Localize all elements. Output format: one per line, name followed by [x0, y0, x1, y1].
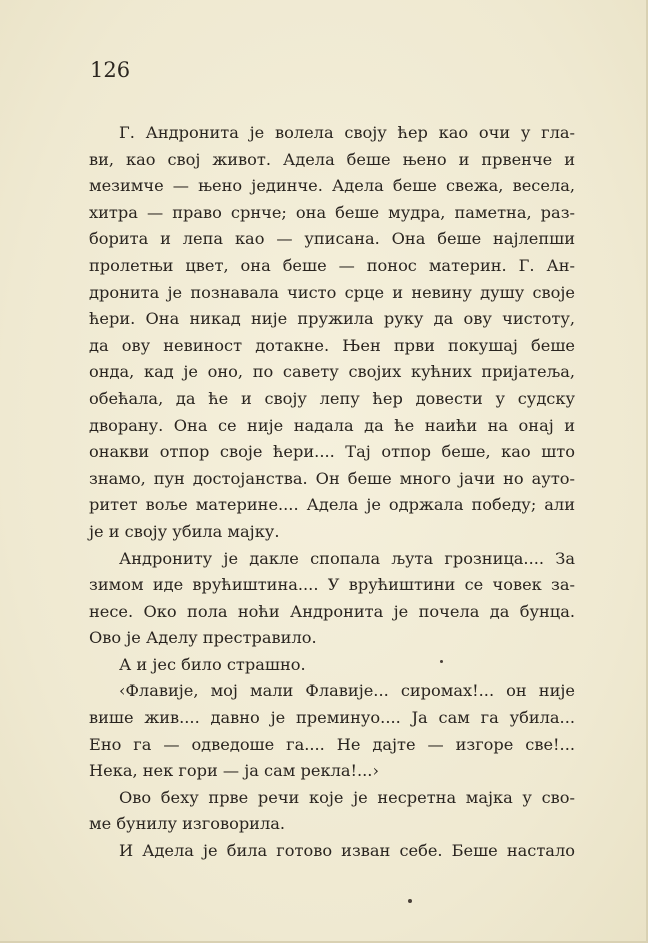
scan-border-right	[648, 0, 654, 943]
text-line: зимом иде врућиштина.... У врућиштини се човек за-	[89, 575, 575, 595]
text-line: дворану. Она се није надала да ће наићи на онај и	[89, 415, 575, 435]
text-line: Нека, нек гори — ја сам рекла!...›	[89, 761, 379, 781]
text-line: пролетњи цвет, она беше — понос материн. Г. Ан-	[89, 255, 575, 275]
text-line: И Адела је била готово изван себе. Беше настало	[119, 841, 575, 861]
ink-speck	[440, 660, 443, 663]
text-line: Ено га — одведоше га.... Не дајте — изгоре све!...	[89, 734, 575, 754]
text-line: Андрониту је дакле спопала љута грозница.... За	[119, 548, 575, 568]
text-line: А и јес било страшно.	[119, 654, 306, 674]
text-line: Ово је Аделу престравило.	[89, 628, 317, 648]
text-line: ‹Флавије, мој мали Флавије... сиромах!... он није	[119, 681, 575, 701]
text-line: ћери. Она никад није пружила руку да ову чистоту,	[89, 309, 575, 329]
text-line: онакви отпор своје ћери.... Тај отпор беше, као што	[89, 442, 575, 462]
text-line: несе. Око пола ноћи Андронита је почела да бунца.	[89, 601, 575, 621]
page-number: 126	[90, 58, 131, 82]
text-line: више жив.... давно је преминуо.... Ја сам га убила...	[89, 708, 575, 728]
text-line: хитра — право срнче; она беше мудра, паметна, раз-	[89, 202, 575, 222]
text-line: да ову невиност дотакне. Њен први покушај беше	[89, 335, 575, 355]
text-line: ви, као свој живот. Адела беше њено и првенче и	[89, 149, 575, 169]
text-line: ме бунилу изговорила.	[89, 814, 286, 834]
text-line: Ово беху прве речи које је несретна мајка у сво-	[119, 787, 575, 807]
text-line: дронита је познавала чисто срце и невину душу своје	[89, 282, 575, 302]
text-line: ритет воље материне.... Адела је одржала победу; али	[89, 495, 575, 515]
text-line: Г. Андронита је волела своју ћер као очи у гла-	[119, 123, 575, 142]
ink-speck	[408, 899, 412, 903]
text-line: је и своју убила мајку.	[89, 521, 280, 541]
text-line: обећала, да ће и своју лепу ћер довести у судску	[89, 388, 575, 408]
text-line: знамо, пун достојанства. Он беше много јачи но ауто-	[89, 468, 575, 488]
body-text	[89, 120, 575, 865]
scan-border-bottom	[0, 943, 654, 947]
text-line: онда, кад је оно, по савету својих кућних пријатеља,	[89, 362, 575, 382]
text-line: борита и лепа као — уписана. Она беше најлепши	[89, 229, 575, 249]
text-line: мезимче — њено јединче. Адела беше свежа, весела,	[89, 176, 575, 196]
